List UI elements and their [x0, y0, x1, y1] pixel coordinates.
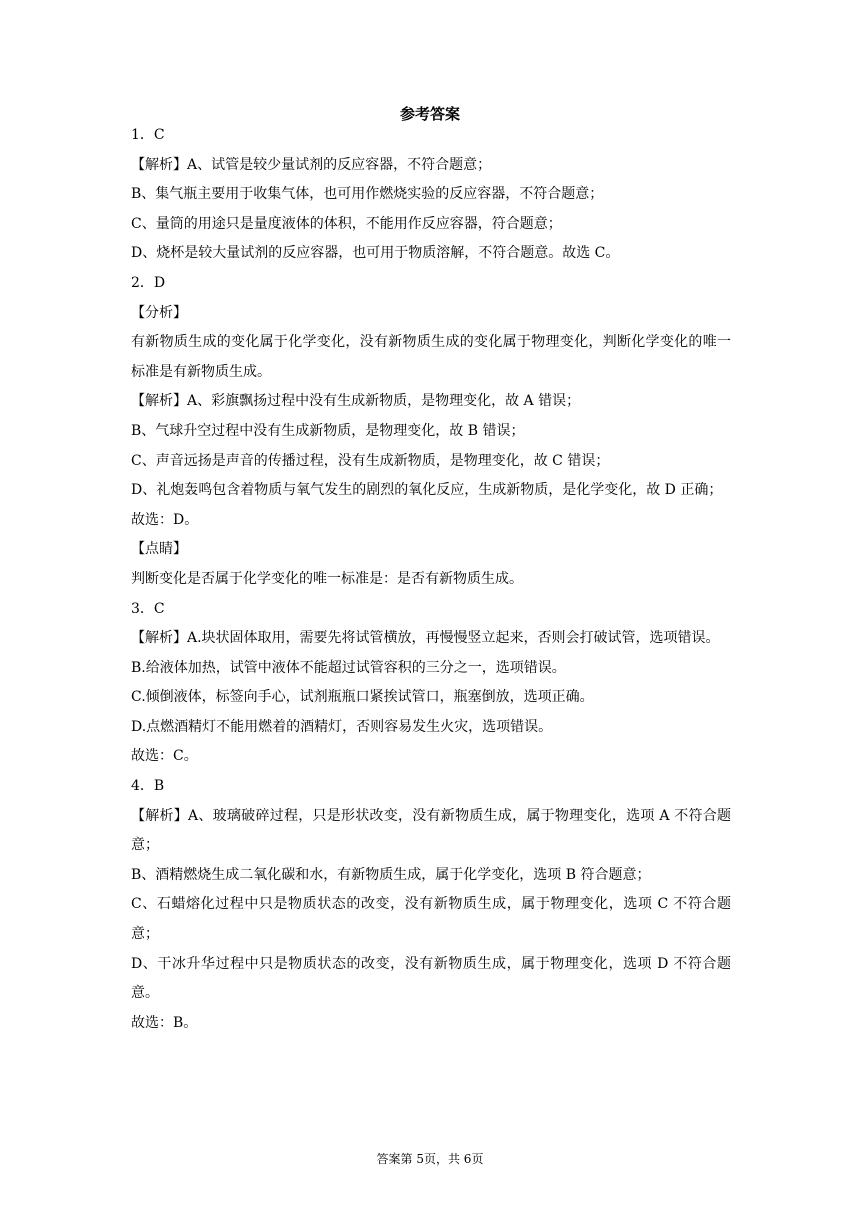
page-title: 参考答案 [399, 105, 460, 123]
answer-line: 【解析】A、玻璃破碎过程，只是形状改变，没有新物质生成，属于物理变化，选项 A 不符合题意； [131, 807, 731, 854]
answer-line: D、礼炮轰鸣包含着物质与氧气发生的剧烈的氧化反应，生成新物质，是化学变化，故 D 正确； [131, 482, 723, 499]
answer-line: C.倾倒液体，标签向手心，试剂瓶瓶口紧挨试管口，瓶塞倒放，选项正确。 [131, 689, 594, 706]
answer-line: C、声音远扬是声音的传播过程，没有生成新物质，是物理变化，故 C 错误； [131, 452, 610, 469]
answer-line: 【分析】 [131, 304, 187, 321]
answer-line: D、干冰升华过程中只是物质状态的改变，没有新物质生成，属于物理变化，选项 D 不符合题意。 [131, 955, 731, 1002]
answer-line: 3．C [131, 600, 165, 617]
answer-line: D.点燃酒精灯不能用燃着的酒精灯，否则容易发生火灾，选项错误。 [131, 718, 553, 735]
answer-line: 故选：D。 [131, 511, 199, 528]
page-footer: 答案第 5页，共 6页 [376, 1152, 484, 1166]
answer-line: 【解析】A、试管是较少量试剂的反应容器，不符合题意； [131, 156, 492, 173]
answer-line: B.给液体加热，试管中液体不能超过试管容积的三分之一，选项错误。 [131, 659, 566, 676]
answer-line: 【解析】A.块状固体取用，需要先将试管横放，再慢慢竖立起来，否则会打破试管，选项错误。 [131, 630, 720, 647]
answer-line: 4．B [131, 778, 165, 795]
answer-line: 1．C [131, 127, 165, 143]
answer-line: 有新物质生成的变化属于化学变化，没有新物质生成的变化属于物理变化，判断化学变化的唯一标准是有新物质生成。 [131, 334, 731, 380]
answer-line: 故选：C。 [131, 748, 198, 765]
answer-line: D、烧杯是较大量试剂的反应容器，也可用于物质溶解，不符合题意。故选 C。 [131, 245, 620, 262]
answer-line: B、气球升空过程中没有生成新物质，是物理变化，故 B 错误； [131, 422, 525, 439]
answer-content [131, 121, 731, 1038]
answer-line: 故选：B。 [131, 1014, 198, 1031]
answer-line: C、量筒的用途只是量度液体的体积，不能用作反应容器，符合题意； [131, 215, 562, 232]
answer-line: B、酒精燃烧生成二氧化碳和水，有新物质生成，属于化学变化，选项 B 符合题意； [131, 866, 651, 883]
answer-line: 【解析】A、彩旗飘扬过程中没有生成新物质，是物理变化，故 A 错误； [131, 393, 581, 410]
answer-line: 判断变化是否属于化学变化的唯一标准是：是否有新物质生成。 [131, 570, 523, 587]
answer-line: C、石蜡熔化过程中只是物质状态的改变，没有新物质生成，属于物理变化，选项 C 不符合题意； [131, 896, 731, 943]
answer-line: B、集气瓶主要用于收集气体，也可用作燃烧实验的反应容器，不符合题意； [131, 186, 604, 203]
answer-line: 【点睛】 [131, 541, 187, 558]
answer-line: 2．D [131, 274, 166, 291]
